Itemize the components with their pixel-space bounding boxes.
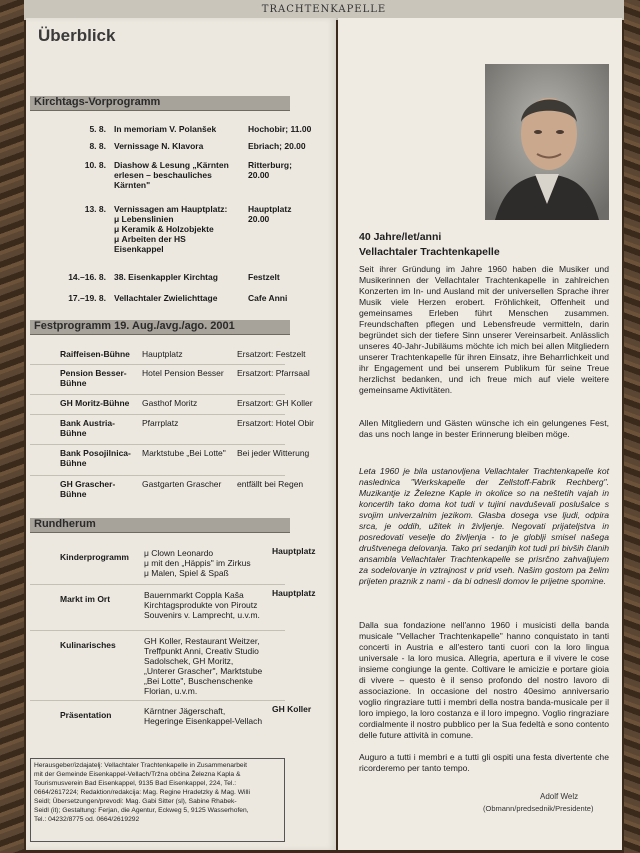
row-divider bbox=[30, 700, 285, 701]
paragraph-german-2: Allen Mitgliedern und Gästen wünsche ich ein gelungenes Fest, das uns noch lange in bester Erinnerung bleiben möge. bbox=[359, 418, 609, 439]
event-place-line: 20.00 bbox=[248, 170, 270, 180]
stage-name bbox=[60, 418, 140, 438]
event-place bbox=[248, 160, 318, 180]
stage-alternative: Bei jeder Witterung bbox=[237, 448, 310, 458]
program-description-line: Treffpunkt Anni, Creativ Studio bbox=[144, 646, 259, 656]
event-title-line: Vellachtaler Zwielichttage bbox=[114, 293, 218, 303]
program-place: Hauptplatz bbox=[272, 588, 316, 598]
imprint-line: mit der Gemeinde Eisenkappel-Vellach/Tržna občina Železna Kapla & bbox=[34, 771, 241, 778]
stage-name-line: Raiffeisen-Bühne bbox=[60, 349, 130, 359]
stage-place: Marktstube „Bei Lotte" bbox=[142, 448, 226, 458]
signature-role: (Obmann/predsednik/Presidente) bbox=[483, 804, 594, 813]
event-title-line: erlesen – beschauliches bbox=[114, 170, 212, 180]
row-divider bbox=[30, 630, 285, 631]
row-divider bbox=[30, 414, 285, 415]
program-category: Präsentation bbox=[60, 710, 112, 720]
program-description bbox=[144, 636, 268, 696]
article-heading-years: 40 Jahre/let/anni bbox=[359, 231, 442, 243]
event-place bbox=[248, 124, 318, 134]
event-title bbox=[114, 160, 244, 190]
event-title-line: Kärnten" bbox=[114, 180, 151, 190]
program-description-line: GH Koller, Restaurant Weitzer, bbox=[144, 636, 260, 646]
program-place: Hauptplatz bbox=[272, 546, 316, 556]
section-heading-label: Rundherum bbox=[34, 518, 96, 530]
program-place: GH Koller bbox=[272, 704, 312, 714]
program-description-line: Souvenirs v. Lamprecht, u.v.m. bbox=[144, 610, 260, 620]
stage-name-line: GH Grascher- bbox=[60, 479, 116, 489]
stage-name-line: GH Moritz-Bühne bbox=[60, 398, 130, 408]
brochure-header bbox=[24, 0, 624, 20]
section-heading-label: Kirchtags-Vorprogramm bbox=[34, 96, 161, 108]
event-title bbox=[114, 124, 244, 134]
program-description-line: μ Clown Leonardo bbox=[144, 548, 214, 558]
paragraph-italian-2: Auguro a tutti i membri e a tutti gli ospiti una festa divertente che ricorderemo per tanto tempo. bbox=[359, 752, 609, 773]
row-divider bbox=[30, 394, 285, 395]
section-heading-label: Festprogramm 19. Aug./avg./ago. 2001 bbox=[34, 320, 235, 332]
header-title: TRACHTENKAPELLE bbox=[261, 4, 387, 15]
program-description-line: Bauernmarkt Coppla Kaša bbox=[144, 590, 244, 600]
stage-name bbox=[60, 349, 140, 359]
event-place-line: Hauptplatz bbox=[248, 204, 292, 214]
stage-name-line: Pension Besser- bbox=[60, 368, 127, 378]
imprint-line: Tourismusverein Bad Eisenkappel, 9135 Bad Eisenkappel, 224, Tel.: bbox=[34, 780, 237, 787]
program-description-line: Kirchtagsprodukte von Piroutz bbox=[144, 600, 258, 610]
event-place-line: Festzelt bbox=[248, 272, 280, 282]
imprint-line: 0664/2617224; Redaktion/redakcija: Mag. Regine Hradetzky & Mag. Willi bbox=[34, 789, 250, 796]
imprint-line: Seidl (it); Gestaltung: Ferjan, die Agentur, Eckweg 5, 9125 Wasserhofen, bbox=[34, 807, 249, 814]
event-place bbox=[248, 204, 318, 224]
event-date: 13. 8. bbox=[84, 204, 106, 214]
stage-alternative: entfällt bei Regen bbox=[237, 479, 304, 489]
stage-place: Hotel Pension Besser bbox=[142, 368, 224, 378]
stage-name bbox=[60, 448, 140, 468]
program-description-line: „Unterer Grascher", Marktstube bbox=[144, 666, 263, 676]
stage-name-line: Bühne bbox=[60, 378, 87, 388]
event-title-line: In memoriam V. Polanšek bbox=[114, 124, 217, 134]
row-divider bbox=[30, 475, 285, 476]
stage-name bbox=[60, 368, 140, 388]
event-place bbox=[248, 293, 318, 303]
program-description-line: Florian, u.v.m. bbox=[144, 686, 198, 696]
program-category: Kulinarisches bbox=[60, 640, 116, 650]
stage-alternative: Ersatzort: Festzelt bbox=[237, 349, 306, 359]
stage-place: Pfarrplatz bbox=[142, 418, 179, 428]
program-category: Markt im Ort bbox=[60, 594, 111, 604]
program-description bbox=[144, 548, 268, 578]
event-title bbox=[114, 204, 244, 254]
stage-alternative: Ersatzort: Pfarrsaal bbox=[237, 368, 310, 378]
event-date: 17.–19. 8. bbox=[68, 293, 106, 303]
stage-place: Hauptplatz bbox=[142, 349, 183, 359]
event-title-line: 38. Eisenkappler Kirchtag bbox=[114, 272, 218, 282]
stage-name bbox=[60, 398, 140, 408]
stage-name-line: Bühne bbox=[60, 428, 87, 438]
event-title-line: Vernissagen am Hauptplatz: bbox=[114, 204, 228, 214]
event-place-line: Cafe Anni bbox=[248, 293, 288, 303]
event-title bbox=[114, 272, 244, 282]
row-divider bbox=[30, 444, 285, 445]
event-date: 5. 8. bbox=[89, 124, 106, 134]
stage-name-line: Bank Austria- bbox=[60, 418, 115, 428]
program-description-line: Kärntner Jägerschaft, bbox=[144, 706, 226, 716]
program-category: Kinderprogramm bbox=[60, 552, 129, 562]
event-title-line: Diashow & Lesung „Kärnten bbox=[114, 160, 229, 170]
event-title-line: μ Keramik & Holzobjekte bbox=[114, 224, 214, 234]
stage-alternative: Ersatzort: Hotel Obir bbox=[237, 418, 314, 428]
signature-name: Adolf Welz bbox=[540, 792, 579, 801]
imprint-line: Herausgeber/izdajatelj: Vellachtaler Trachtenkapelle in Zusammenarbeit bbox=[34, 762, 247, 769]
stage-place: Gasthof Moritz bbox=[142, 398, 198, 408]
event-date: 10. 8. bbox=[84, 160, 106, 170]
row-divider bbox=[30, 364, 285, 365]
imprint-line: Seidl; Übersetzungen/prevodi: Mag. Gabi Sitter (sl), Sabine Rhabek- bbox=[34, 798, 237, 805]
stage-name bbox=[60, 479, 140, 499]
event-place-line: Ritterburg; bbox=[248, 160, 292, 170]
stage-name-line: Bank Posojilnica- bbox=[60, 448, 131, 458]
stage-place: Gastgarten Grascher bbox=[142, 479, 222, 489]
event-title-line: Vernissage N. Klavora bbox=[114, 141, 204, 151]
imprint-box bbox=[30, 758, 285, 842]
event-place-line: 20.00 bbox=[248, 214, 270, 224]
portrait-photo bbox=[485, 64, 609, 220]
table-surface-right bbox=[624, 0, 640, 853]
imprint-line: Tel.: 04232/8775 od. 0664/2619292 bbox=[34, 816, 140, 823]
program-description-line: Sadolschek, GH Moritz, bbox=[144, 656, 234, 666]
portrait-illustration bbox=[485, 64, 609, 220]
event-place-line: Hochobir; 11.00 bbox=[248, 124, 312, 134]
article-heading-band: Vellachtaler Trachtenkapelle bbox=[359, 246, 500, 258]
program-description-line: μ Malen, Spiel & Spaß bbox=[144, 568, 229, 578]
program-description-line: μ mit den „Häppis" im Zirkus bbox=[144, 558, 251, 568]
event-title-line: μ Arbeiten der HS bbox=[114, 234, 186, 244]
event-date: 8. 8. bbox=[89, 141, 106, 151]
section-heading-vorprogramm bbox=[30, 96, 290, 111]
program-description-line: Hegeringe Eisenkappel-Vellach bbox=[144, 716, 263, 726]
event-place bbox=[248, 141, 318, 151]
event-date: 14.–16. 8. bbox=[68, 272, 106, 282]
event-title bbox=[114, 293, 244, 303]
row-divider bbox=[30, 584, 285, 585]
section-heading-rundherum bbox=[30, 518, 290, 533]
stage-name-line: Bühne bbox=[60, 489, 87, 499]
event-title bbox=[114, 141, 244, 151]
paragraph-german-1: Seit ihrer Gründung im Jahre 1960 haben die Musiker und Musikerinnen der Vellachtaler Trachtenkapelle in zahlreichen Konzerten im In- und Ausland mit der universellen Sprache ihrer Musik viele Herzen erobert. Fröhlichkeit, Offenheit und gemeinsames Erleben führt Menschen zusammen. Freundschaften pflegen und Lebensfreude vermitteln, darin begründet sich der tiefere Sinn unserer Vereinsarbeit. Anlässlich unseres 40-Jahr-Jubiläums möchte ich mich bei allen Mitgliedern unserer Trachtenkapelle für ihren Einsatz, ihre Beharrlichkeit und ihr Engagement und bei unserem Publikum für seine Treue herzlichst bedanken, und ich freue mich auf viele weitere gemeinsame Aktivitäten. bbox=[359, 264, 609, 395]
paragraph-italian-1: Dalla sua fondazione nell'anno 1960 i musicisti della banda musicale "Vellacher Trachtenkapelle" hanno conquistato in tanti concerti in Austria e all'estero tanti cuori con la loro lingua universale - la loro musica. Allegria, apertura e il vivere le cose insieme congiunge la gente. Coltivare le amicizie e portare gioia di vivere – questo è il senso profondo del nostro lavoro di associazione. In occasione del nostro 40esimo anniversario voglio ringraziare tutti i membri della nostra banda-musicale per il loro impiego, la loro costanza e il loro impegno. Voglio ringraziare cordialmente il nostro pubblico per la Sua fedeltà e sono contento delle future attività in comune. bbox=[359, 620, 609, 740]
event-title-line: μ Lebenslinien bbox=[114, 214, 174, 224]
paragraph-slovenian: Leta 1960 je bila ustanovljena Vellachtaler Trachtenkapelle kot naslednica "Werkskapelle der Zellstoff-Fabrik Rechberg". Muzikantje iz Železne Kaple in okolice so na neštetih vajah in koncertih tako doma kot tudi v tujini navduševali poslušalce s svojim univerzalnim jezikom. Glasba dosega vse ljudi, odpira srca, je oddih, užitek in življenje. Negovati prijateljstva in posredovati veselje do življenja - to je globlji smisel našega društvenega delovanja. Tako pri sedanjih kot tudi pri bivših članih ansambla Vellachtaler Trachtenkapelle se prisrčno zahvaljujem za sodelovanje in vztrajnost v prid vseh. Našim gostom pa želim prijeten praznik z nami - da bi odnesli domov le prijetne spomine. bbox=[359, 466, 609, 586]
page-title: Überblick bbox=[38, 26, 116, 45]
program-description-line: „Bei Lotte", Buschenschenke bbox=[144, 676, 253, 686]
table-surface-left bbox=[0, 0, 24, 853]
program-description bbox=[144, 706, 268, 726]
section-heading-festprogramm bbox=[30, 320, 290, 335]
event-place bbox=[248, 272, 318, 282]
program-description bbox=[144, 590, 268, 620]
stage-alternative: Ersatzort: GH Koller bbox=[237, 398, 313, 408]
event-place-line: Ebriach; 20.00 bbox=[248, 141, 306, 151]
event-title-line: Eisenkappel bbox=[114, 244, 164, 254]
stage-name-line: Bühne bbox=[60, 458, 87, 468]
